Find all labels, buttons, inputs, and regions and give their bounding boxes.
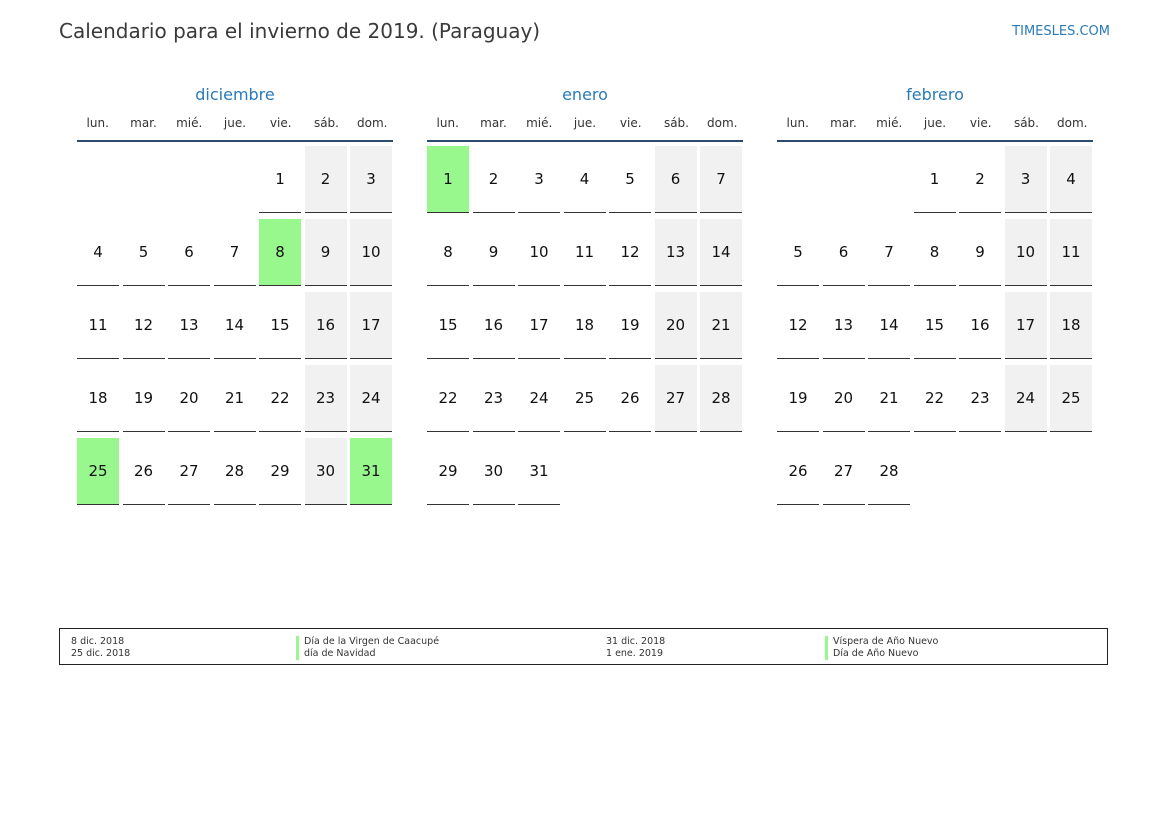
day-cell: 7 (700, 146, 742, 213)
day-cell: 10 (1005, 219, 1047, 286)
day-cell: 6 (823, 219, 865, 286)
day-cell: 8 (427, 219, 469, 286)
day-cell: 3 (518, 146, 560, 213)
weekday-label: jue. (223, 116, 247, 130)
day-cell: 12 (123, 292, 165, 359)
day-cell: 28 (214, 438, 256, 505)
day-cell: 23 (473, 365, 515, 432)
weekday-label: mar. (130, 116, 157, 130)
legend-names (825, 636, 938, 660)
day-cell: 30 (305, 438, 347, 505)
day-cell: 31 (350, 438, 392, 505)
day-cell: 30 (473, 438, 515, 505)
legend-date: 8 dic. 2018 (71, 636, 125, 647)
weekday-label: vie. (619, 116, 642, 130)
weekday-header (77, 115, 393, 142)
day-cell: 20 (655, 292, 697, 359)
weekday-label: jue. (573, 116, 597, 130)
legend-name: Día de la Virgen de Caacupé (304, 636, 440, 647)
day-cell: 8 (259, 219, 301, 286)
legend-name: Víspera de Año Nuevo (833, 636, 939, 647)
day-cell: 5 (123, 219, 165, 286)
day-cell: 3 (350, 146, 392, 213)
day-cell: 23 (959, 365, 1001, 432)
day-cell: 21 (700, 292, 742, 359)
day-cell: 9 (473, 219, 515, 286)
day-cell: 26 (609, 365, 651, 432)
day-cell: 21 (214, 365, 256, 432)
page-title: Calendario para el invierno de 2019. (Paraguay) (59, 19, 541, 43)
day-cell: 11 (1050, 219, 1092, 286)
legend-name: Día de Año Nuevo (833, 648, 919, 659)
day-cell: 4 (564, 146, 606, 213)
day-cell: 28 (868, 438, 910, 505)
day-cell: 26 (777, 438, 819, 505)
day-cell: 16 (305, 292, 347, 359)
day-cell: 2 (305, 146, 347, 213)
day-cell: 1 (427, 146, 469, 213)
weekday-label: lun. (786, 116, 809, 130)
day-cell: 7 (214, 219, 256, 286)
weekday-header (427, 115, 743, 142)
day-cell: 2 (473, 146, 515, 213)
day-cell: 13 (823, 292, 865, 359)
day-cell: 25 (1050, 365, 1092, 432)
day-cell: 18 (77, 365, 119, 432)
day-cell: 11 (77, 292, 119, 359)
day-cell: 6 (168, 219, 210, 286)
day-cell: 16 (959, 292, 1001, 359)
day-cell: 17 (350, 292, 392, 359)
legend-dates (71, 636, 130, 660)
legend-dates (606, 636, 665, 660)
day-cell: 10 (350, 219, 392, 286)
day-cell: 5 (777, 219, 819, 286)
day-cell: 22 (427, 365, 469, 432)
legend-date: 31 dic. 2018 (606, 636, 666, 647)
legend-date: 25 dic. 2018 (71, 648, 131, 659)
day-cell: 25 (564, 365, 606, 432)
day-cell: 19 (123, 365, 165, 432)
weekday-label: sáb. (1013, 116, 1039, 130)
day-cell: 21 (868, 365, 910, 432)
month-title: febrero (906, 85, 964, 104)
day-cell: 1 (259, 146, 301, 213)
weekday-label: mié. (526, 116, 553, 130)
day-cell: 24 (350, 365, 392, 432)
day-cell: 27 (823, 438, 865, 505)
day-cell: 24 (518, 365, 560, 432)
day-cell: 4 (1050, 146, 1092, 213)
month-title: enero (562, 85, 608, 104)
weekday-label: vie. (269, 116, 292, 130)
month-title: diciembre (195, 85, 275, 104)
day-cell: 15 (259, 292, 301, 359)
day-cell: 20 (168, 365, 210, 432)
day-cell: 29 (427, 438, 469, 505)
day-cell: 10 (518, 219, 560, 286)
day-cell: 17 (1005, 292, 1047, 359)
weekday-label: sáb. (313, 116, 339, 130)
day-cell: 27 (168, 438, 210, 505)
day-cell: 28 (700, 365, 742, 432)
day-cell: 13 (168, 292, 210, 359)
day-cell: 1 (914, 146, 956, 213)
day-cell: 12 (777, 292, 819, 359)
holiday-legend (59, 628, 1108, 665)
day-cell: 7 (868, 219, 910, 286)
weekday-label: dom. (706, 116, 738, 130)
weekday-label: dom. (1056, 116, 1088, 130)
day-cell: 24 (1005, 365, 1047, 432)
day-cell: 19 (777, 365, 819, 432)
day-cell: 17 (518, 292, 560, 359)
day-cell: 29 (259, 438, 301, 505)
day-cell: 13 (655, 219, 697, 286)
day-cell: 9 (305, 219, 347, 286)
day-cell: 14 (700, 219, 742, 286)
day-cell: 18 (564, 292, 606, 359)
weekday-label: dom. (356, 116, 388, 130)
day-cell: 3 (1005, 146, 1047, 213)
weekday-label: mar. (480, 116, 507, 130)
weekday-header (777, 115, 1093, 142)
month-january (427, 84, 743, 480)
weekday-label: lun. (436, 116, 459, 130)
day-cell: 4 (77, 219, 119, 286)
weekday-label: mié. (876, 116, 903, 130)
legend-name: día de Navidad (304, 648, 376, 659)
weekday-label: mié. (176, 116, 203, 130)
day-cell: 12 (609, 219, 651, 286)
day-cell: 20 (823, 365, 865, 432)
day-cell: 6 (655, 146, 697, 213)
day-cell: 15 (914, 292, 956, 359)
day-cell: 25 (77, 438, 119, 505)
month-february (777, 84, 1093, 480)
day-cell: 5 (609, 146, 651, 213)
day-cell: 14 (214, 292, 256, 359)
month-december (77, 84, 393, 480)
day-cell: 9 (959, 219, 1001, 286)
day-cell: 27 (655, 365, 697, 432)
day-cell: 14 (868, 292, 910, 359)
day-cell: 18 (1050, 292, 1092, 359)
legend-date: 1 ene. 2019 (606, 648, 663, 659)
day-cell: 22 (259, 365, 301, 432)
day-cell: 31 (518, 438, 560, 505)
weekday-label: mar. (830, 116, 857, 130)
day-cell: 19 (609, 292, 651, 359)
day-cell: 8 (914, 219, 956, 286)
day-cell: 22 (914, 365, 956, 432)
day-cell: 11 (564, 219, 606, 286)
weekday-label: jue. (923, 116, 947, 130)
weekday-label: vie. (969, 116, 992, 130)
day-cell: 26 (123, 438, 165, 505)
site-link[interactable]: TIMESLES.COM (1012, 24, 1110, 39)
weekday-label: sáb. (663, 116, 689, 130)
legend-names (296, 636, 439, 660)
day-cell: 2 (959, 146, 1001, 213)
day-cell: 15 (427, 292, 469, 359)
day-cell: 16 (473, 292, 515, 359)
weekday-label: lun. (86, 116, 109, 130)
day-cell: 23 (305, 365, 347, 432)
